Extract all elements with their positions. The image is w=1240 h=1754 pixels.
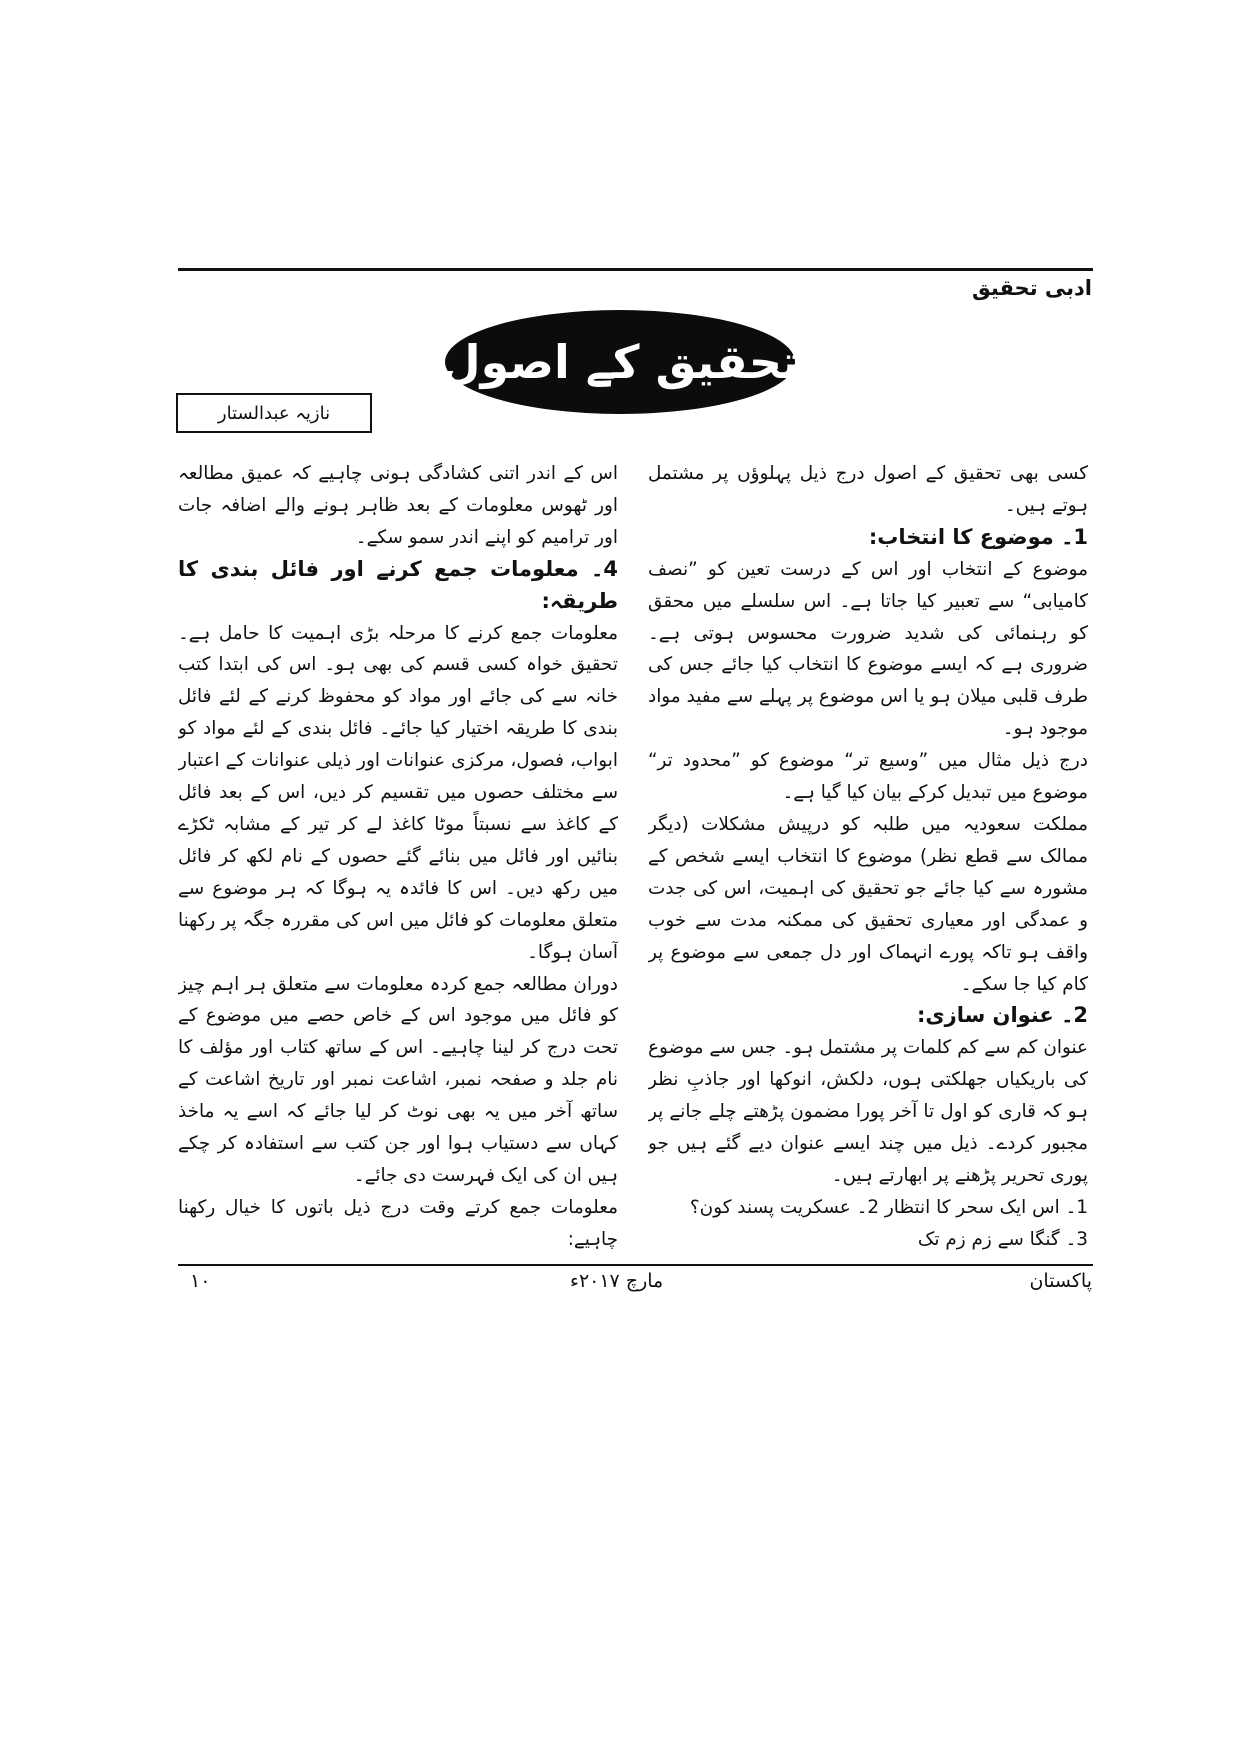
paragraph: عنوان کم سے کم کلمات پر مشتمل ہو۔ جس سے موضوع کی باریکیاں جھلکتی ہوں، دلکش، انوکھا اور جاذبِ نظر ہو کہ قاری کو اول تا آخر پورا مضمون پڑھتے چلے جانے پر مجبور کردے۔ ذیل میں چند ایسے عنوان دیے گئے ہیں جو پوری تحریر پڑھنے پر ابھارتے ہیں۔ — [648, 1037, 1088, 1186]
paragraph: دوران مطالعہ جمع کردہ معلومات سے متعلق ہر اہم چیز کو فائل میں موجود اس کے خاص حصے میں موضوع کے تحت درج کر لینا چاہیے۔ اس کے ساتھ کتاب اور مؤلف کا نام جلد و صفحہ نمبر، اشاعت نمبر اور تاریخ اشاعت کے ساتھ آخر میں یہ بھی نوٹ کر لیا جائے کہ اسے یہ ماخذ کہاں سے دستیاب ہوا اور جن کتب سے استفادہ کر چکے ہیں ان کی ایک فہرست دی جائے۔ — [178, 973, 618, 1186]
paragraph: 3۔ گنگا سے زم زم تک — [917, 1228, 1088, 1250]
author-name: نازیہ عبدالستار — [217, 402, 331, 424]
author-box — [176, 393, 372, 433]
paragraph — [178, 1256, 618, 1258]
section-label: ادبی تحقیق — [971, 276, 1092, 300]
paragraph: 1۔ اس ایک سحر کا انتظار 2۔ عسکریت پسند کون؟ — [689, 1196, 1088, 1218]
footer-magazine-name: پاکستان — [1029, 1270, 1092, 1292]
section-heading: 4۔ معلومات جمع کرنے اور فائل بندی کا طریقہ: — [178, 556, 618, 613]
section-heading: 2۔ عنوان سازی: — [916, 1003, 1088, 1028]
paragraph — [648, 1256, 1088, 1258]
paragraph: درج ذیل مثال میں ”وسیع تر“ موضوع کو ”محدود تر“ موضوع میں تبدیل کرکے بیان کیا گیا ہے۔ — [648, 750, 1088, 804]
footer-page-number: ۱۰ — [190, 1270, 211, 1292]
paragraph: موضوع کے انتخاب اور اس کے درست تعین کو ”نصف کامیابی“ سے تعبیر کیا جاتا ہے۔ اس سلسلے میں محقق کو رہنمائی کی شدید ضرورت محسوس ہوتی ہے۔ ضروری ہے کہ ایسے موضوع کا انتخاب کیا جائے جس کی طرف قلبی میلان ہو یا اس موضوع پر پہلے سے مفید مواد موجود ہو۔ — [648, 558, 1088, 740]
title-banner — [440, 310, 800, 414]
footer-date: مارچ ۲۰۱۷ء — [570, 1270, 664, 1292]
paragraph: مملکت سعودیہ میں طلبہ کو درپیش مشکلات (دیگر ممالک سے قطع نظر) موضوع کا انتخاب ایسے شخص کے مشورہ سے کیا جائے جو تحقیق کی اہمیت، اس کی جدت و عمدگی اور معیاری تحقیق کی ممکنہ مدت سے خوب واقف ہو تاکہ پورے انہماک اور دل جمعی سے موضوع پر کام کیا جا سکے۔ — [648, 813, 1088, 995]
paragraph: معلومات جمع کرنے کا مرحلہ بڑی اہمیت کا حامل ہے۔ تحقیق خواہ کسی قسم کی بھی ہو۔ اس کی ابتدا کتب خانہ سے کی جائے اور مواد کو محفوظ کرنے کے لئے فائل بندی کا طریقہ اختیار کیا جائے۔ فائل بندی کے لئے مواد کو ابواب، فصول، مرکزی عنوانات اور ذیلی عنوانات کے اعتبار سے مختلف حصوں میں تقسیم کر دیں، اس کے بعد فائل کے کاغذ سے نسبتاً موٹا کاغذ لے کر تیر کے مشابہ ٹکڑے بنائیں اور فائل میں بنائے گئے حصوں کے نام لکھ کر فائل میں رکھ دیں۔ اس کا فائدہ یہ ہوگا کہ ہر موضوع سے متعلق معلومات کو فائل میں اس کی مقررہ جگہ پر رکھنا آسان ہوگا۔ — [178, 622, 618, 963]
header-rule — [178, 268, 1093, 271]
footer-rule — [178, 1264, 1093, 1266]
paragraph: معلومات جمع کرتے وقت درج ذیل باتوں کا خیال رکھنا چاہیے: — [178, 1196, 618, 1250]
article-title: تحقیق کے اصول — [440, 335, 800, 389]
paragraph: کسی بھی تحقیق کے اصول درج ذیل پہلوؤں پر مشتمل ہوتے ہیں۔ — [648, 463, 1088, 516]
paragraph: اس کے اندر اتنی کشادگی ہونی چاہیے کہ عمیق مطالعہ اور ٹھوس معلومات کے بعد ظاہر ہونے والے اضافہ جات اور ترامیم کو اپنے اندر سمو سکے۔ — [178, 463, 618, 548]
text-column-right — [648, 458, 1088, 1258]
section-heading: 1۔ موضوع کا انتخاب: — [868, 524, 1088, 549]
text-column-left — [178, 458, 618, 1258]
